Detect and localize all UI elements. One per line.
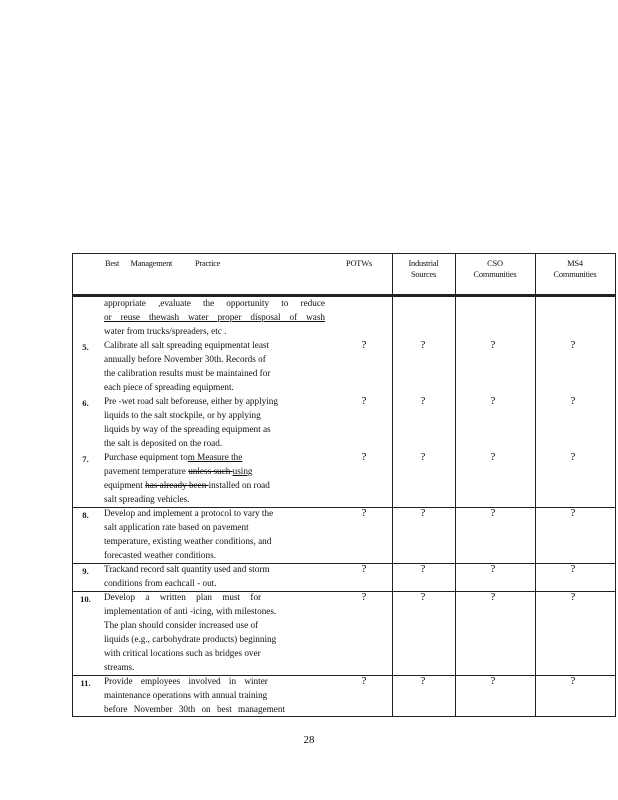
mark-industrial: ? <box>420 591 426 603</box>
mark-industrial: ? <box>420 339 426 351</box>
mark-potws: ? <box>361 591 367 603</box>
mark-cso: ? <box>490 591 496 603</box>
row-text: Develop and implement a protocol to vary the salt application rate based on pavement temperature, existing weather conditions, and forecasted weather conditions. <box>104 508 274 560</box>
mark-ms4: ? <box>570 591 576 603</box>
mark-industrial: ? <box>420 507 426 519</box>
mark-cso: ? <box>490 563 496 575</box>
mark-industrial: ? <box>420 563 426 575</box>
row-text: Pre -wet road salt beforeuse, either by applying liquids to the salt stockpile, or by applying liquids by way of the spreading equipment as the salt is deposited on the road. <box>104 396 278 448</box>
mark-cso: ? <box>490 451 496 463</box>
header-industrial: Industrial Sources <box>408 259 439 279</box>
row-text: Develop a written plan must for implementation of anti -icing, with milestones. The plan should consider increased use of liquids (e.g., carbohydrate products) beginning with critical locations such as bridges over streams. <box>104 592 277 672</box>
mark-ms4: ? <box>570 451 576 463</box>
mark-potws: ? <box>361 451 367 463</box>
mark-ms4: ? <box>570 395 576 407</box>
header-ms4: MS4 Communities <box>553 259 597 279</box>
row-number: 10. <box>80 594 91 604</box>
row-number: 9. <box>82 566 89 576</box>
bmp-table <box>72 253 616 717</box>
mark-cso: ? <box>490 675 496 687</box>
row-number: 6. <box>82 398 89 408</box>
header-bmp: Best Management Practice <box>105 259 221 268</box>
row-text: Provide employees involved in winter maintenance operations with annual training before November 30th on best management <box>104 676 285 714</box>
header-potws: POTWs <box>346 259 372 268</box>
header-cso: CSO Communities <box>473 259 517 279</box>
mark-ms4: ? <box>570 507 576 519</box>
row-text: Calibrate all salt spreading equipmentat least annually before November 30th. Records of the calibration results must be maintained for each piece of spreading equipment. <box>104 340 271 392</box>
carryover-text: appropriate ,evaluate the opportunity to reduce or reuse thewash water proper disposal of wash water from trucks/spreaders, etc . <box>104 298 326 336</box>
mark-potws: ? <box>361 507 367 519</box>
mark-potws: ? <box>361 395 367 407</box>
row-number: 5. <box>82 342 89 352</box>
mark-potws: ? <box>361 339 367 351</box>
mark-potws: ? <box>361 563 367 575</box>
page-number: 28 <box>303 734 315 746</box>
mark-ms4: ? <box>570 675 576 687</box>
row-text: Purchase equipment tom Measure the pavement temperature unless such using equipment has already been installed on road salt spreading vehicles. <box>104 452 270 504</box>
mark-cso: ? <box>490 507 496 519</box>
row-number: 7. <box>82 454 89 464</box>
mark-cso: ? <box>490 339 496 351</box>
mark-industrial: ? <box>420 451 426 463</box>
mark-industrial: ? <box>420 395 426 407</box>
row-number: 11. <box>80 678 91 688</box>
row-text: Trackand record salt quantity used and storm conditions from eachcall - out. <box>104 564 270 588</box>
row-number: 8. <box>82 510 89 520</box>
mark-ms4: ? <box>570 339 576 351</box>
mark-ms4: ? <box>570 563 576 575</box>
mark-potws: ? <box>361 675 367 687</box>
mark-cso: ? <box>490 395 496 407</box>
mark-industrial: ? <box>420 675 426 687</box>
